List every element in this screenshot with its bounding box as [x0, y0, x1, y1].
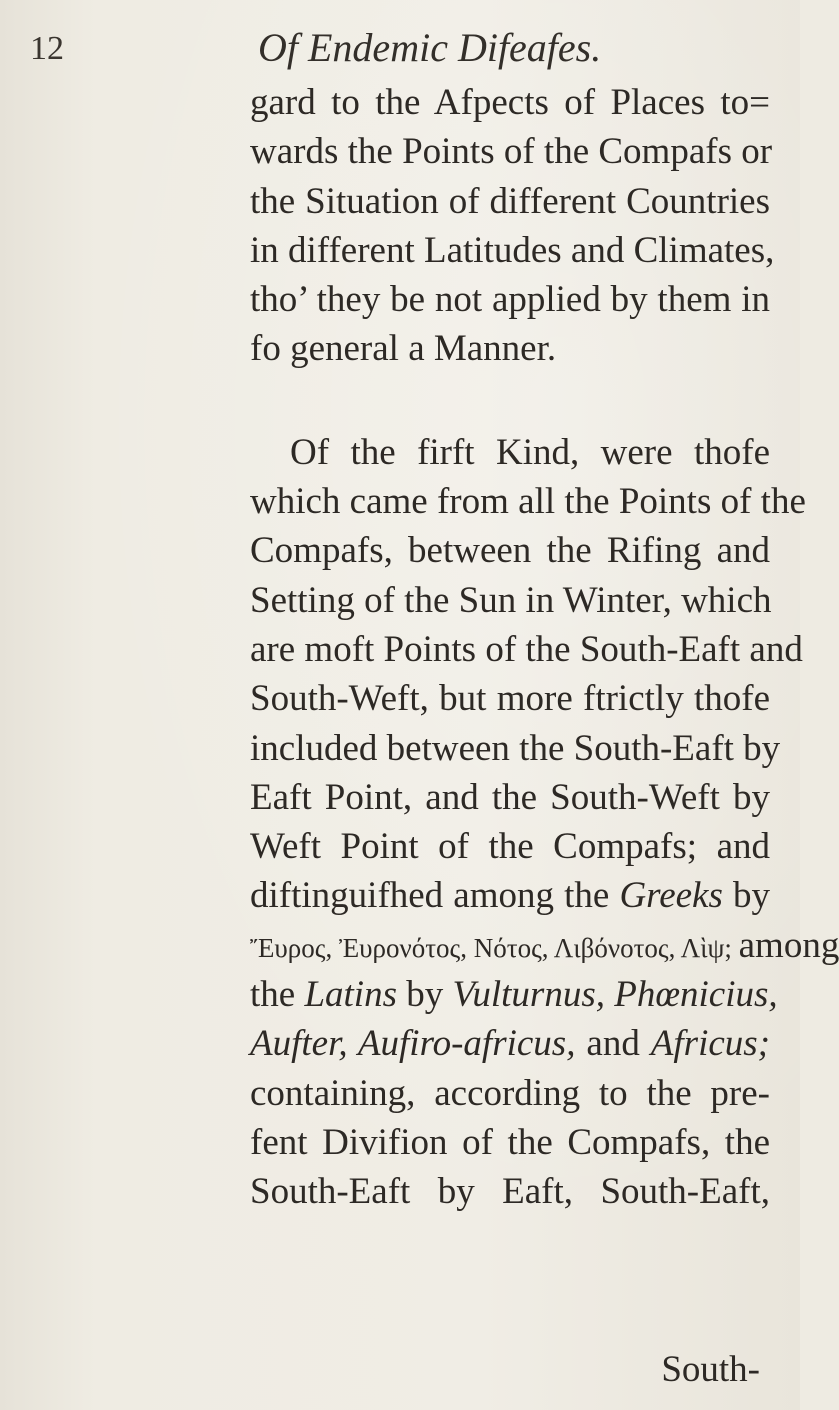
text-line: wards the Points of the Compafs or	[250, 131, 773, 173]
text-segment: the	[250, 974, 305, 1016]
italic-wind-names: Aufter, Aufiro-africus,	[250, 1023, 576, 1065]
text-line: Setting of the Sun in Winter, which	[250, 579, 772, 621]
italic-wind-names: Africus;	[650, 1023, 770, 1065]
text-line	[250, 970, 778, 1019]
text-line: containing, according to the pre-	[250, 1072, 770, 1114]
text-segment: among	[738, 924, 839, 966]
text-line: South-Eaft by Eaft, South-Eaft,	[250, 1171, 770, 1213]
text-line: Eaft Point, and the South-Weft by	[250, 776, 770, 818]
italic-term-greeks: Greeks	[619, 875, 723, 917]
text-segment: by	[722, 875, 770, 917]
text-line	[250, 1019, 770, 1068]
text-segment: and	[575, 1023, 651, 1065]
text-line: the Situation of different Countries	[250, 180, 770, 222]
text-line: South-Weft, but more ftrictly thofe	[250, 678, 770, 720]
text-line: Compafs, between the Rifing and	[250, 530, 770, 572]
text-line: gard to the Afpects of Places to=	[250, 82, 770, 123]
text-line: tho’ they be not applied by them in	[250, 279, 770, 321]
italic-wind-names: Vulturnus, Phœnicius,	[452, 974, 778, 1016]
text-line: Weft Point of the Compafs; and	[250, 826, 770, 868]
catchword: South-	[661, 1349, 760, 1390]
greek-wind-names: Ἔυρος, Ἐυρονότος, Νότος, Λιβόνοτος, Λὶψ;	[250, 932, 739, 963]
text-line: fo general a Manner.	[250, 328, 557, 370]
running-head: Of Endemic Difeafes.	[258, 25, 602, 70]
text-line-greek-winds	[250, 921, 839, 970]
page-number: 12	[30, 30, 64, 67]
text-line: Of the firft Kind, were thofe	[290, 431, 770, 473]
body-text	[250, 78, 839, 1217]
text-line: in different Latitudes and Climates,	[250, 229, 775, 271]
text-line: are moft Points of the South-Eaft and	[250, 628, 803, 670]
italic-term-latins: Latins	[304, 974, 397, 1016]
text-segment: diftinguifhed among the	[250, 875, 620, 917]
paragraph-gap	[250, 374, 770, 428]
text-line: included between the South-Eaft by	[250, 727, 781, 769]
text-segment: by	[397, 974, 453, 1016]
text-line	[250, 871, 770, 920]
text-line: fent Divifion of the Compafs, the	[250, 1121, 770, 1163]
catchword-container	[250, 1348, 770, 1391]
text-line: which came from all the Points of the	[250, 481, 806, 523]
